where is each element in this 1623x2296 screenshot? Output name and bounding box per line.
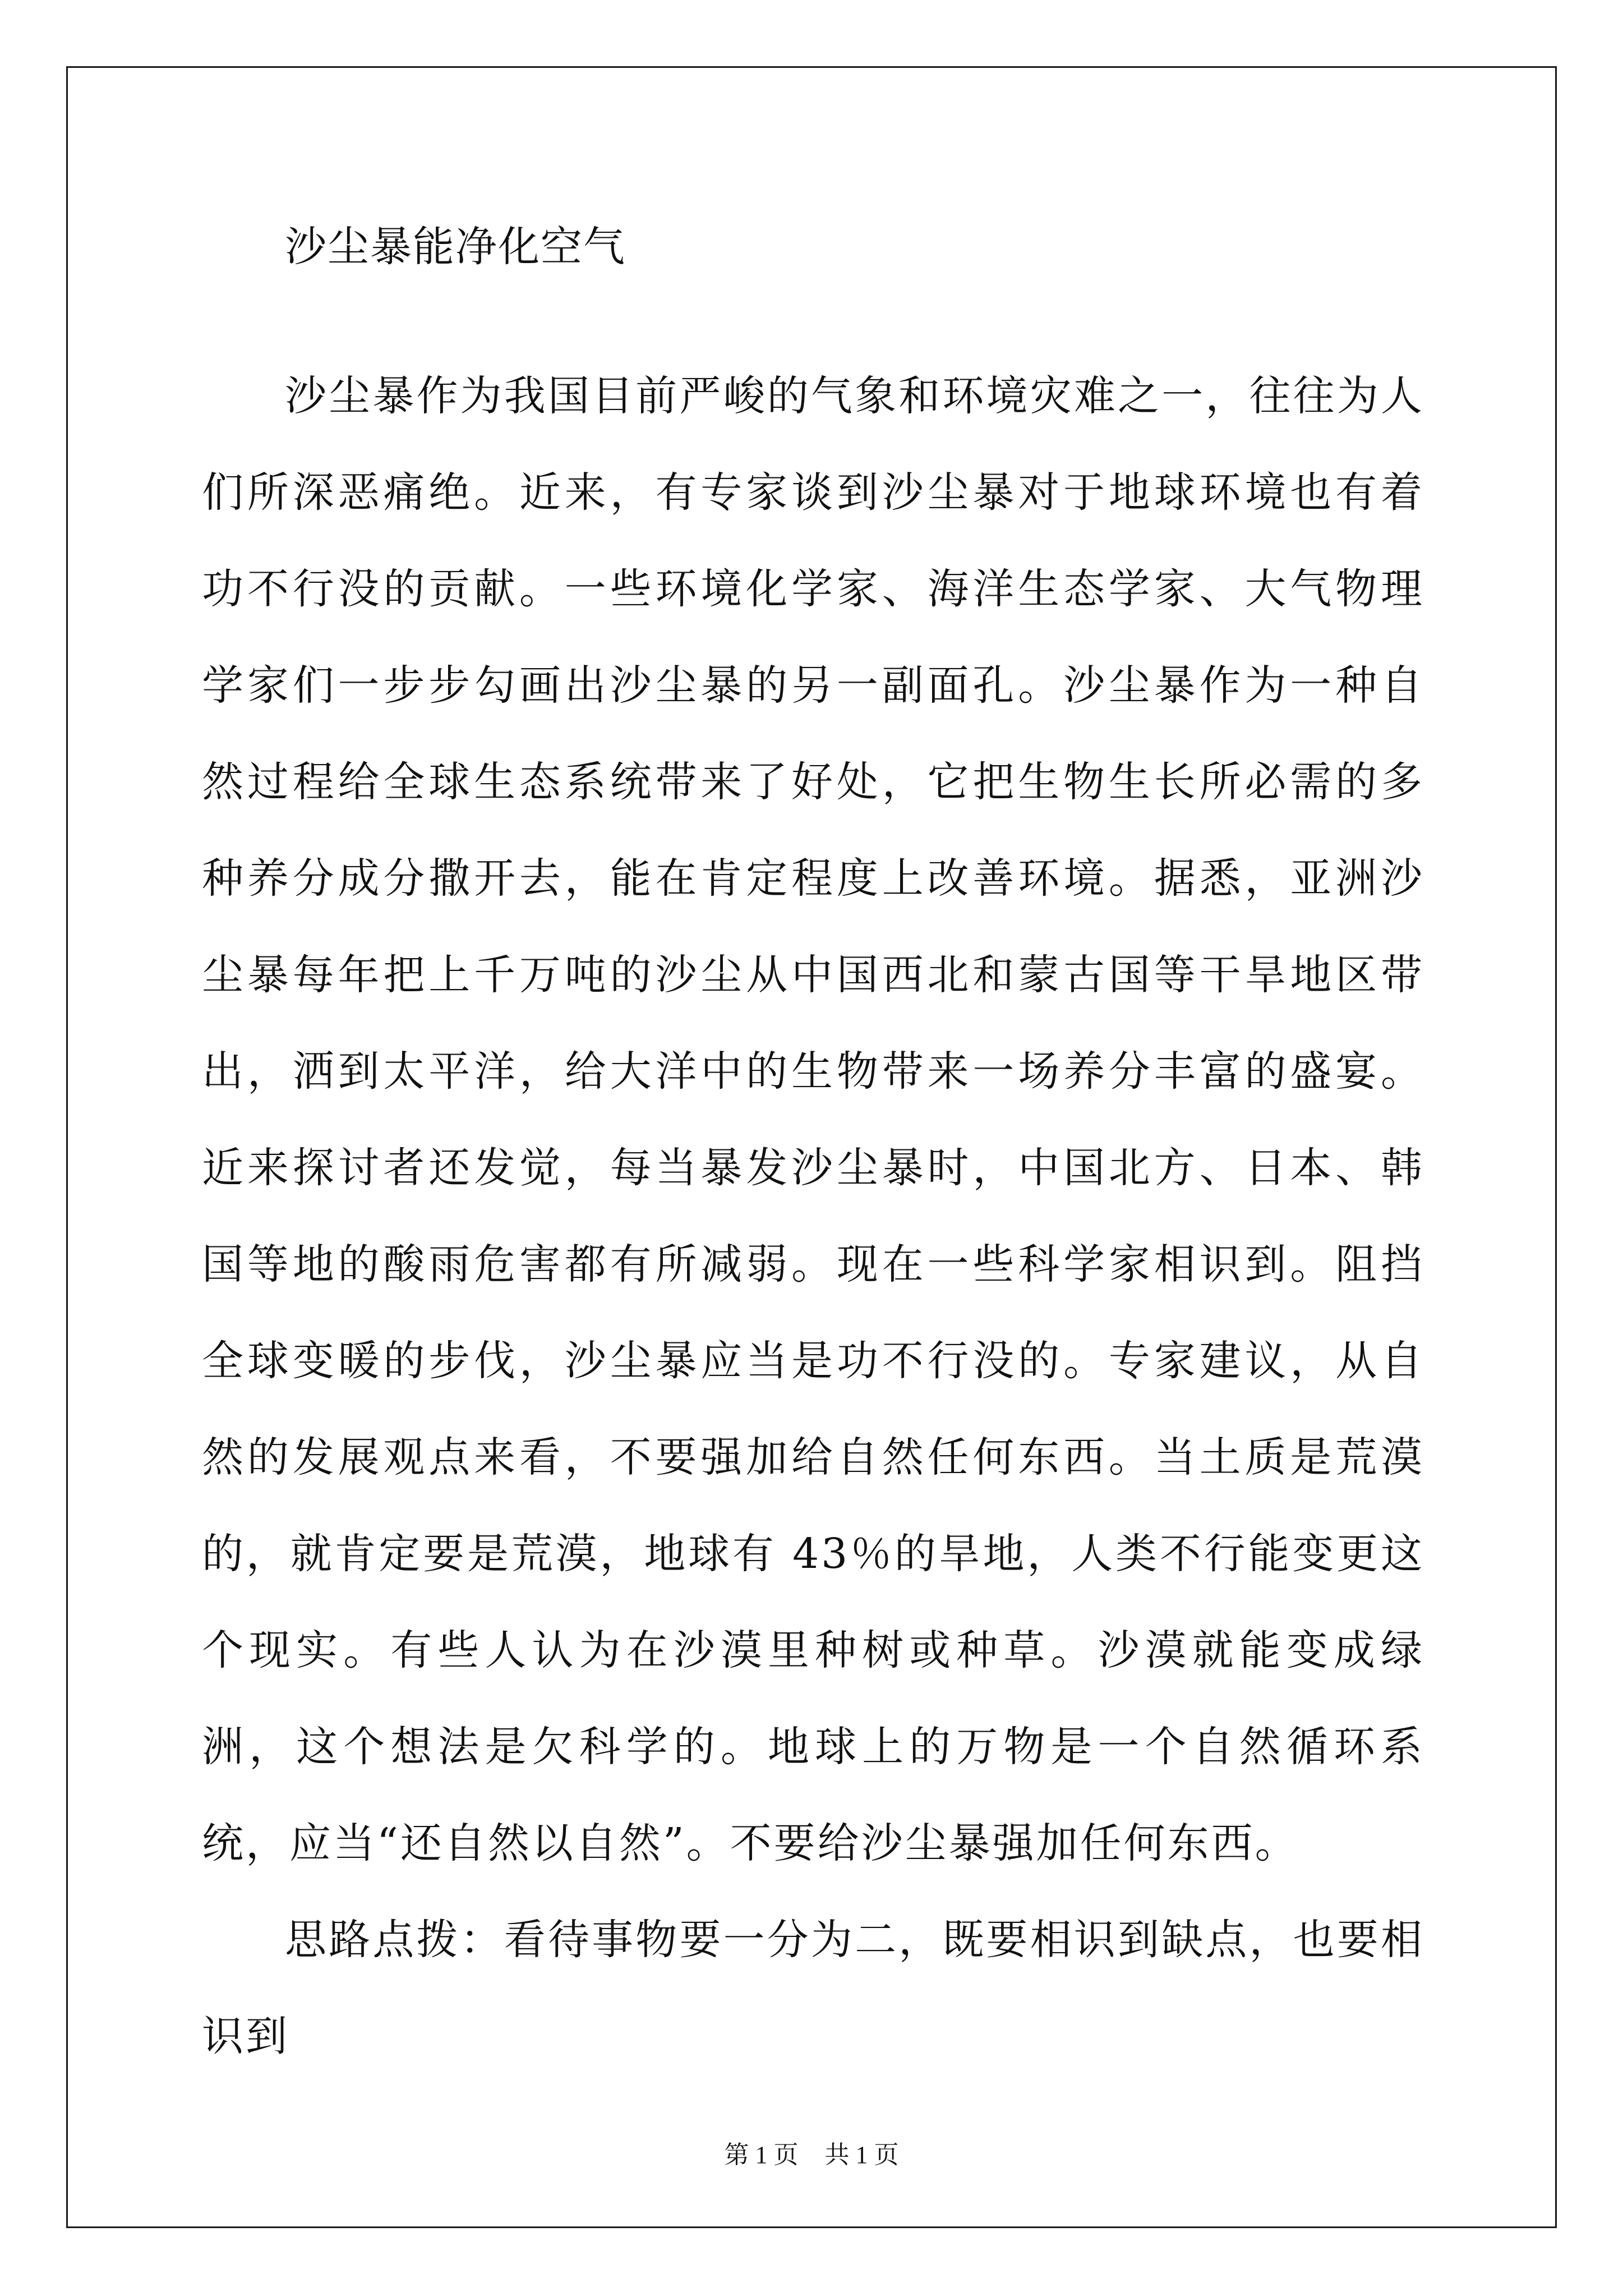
document-title: 沙尘暴能净化空气 <box>285 223 626 271</box>
page-number: 第 1 页 <box>724 2141 799 2169</box>
paragraph-main: 沙尘暴作为我国目前严峻的气象和环境灾难之一，往往为人们所深恶痛绝。近来，有专家谈到沙尘暴对于地球环境也有着功不行没的贡献。一些环境化学家、海洋生态学家、大气物理学家们一步步勾画出沙尘暴的另一副面孔。沙尘暴作为一种自然过程给全球生态系统带来了好处，它把生物生长所必需的多种养分成分撒开去，能在肯定程度上改善环境。据悉，亚洲沙尘暴每年把上千万吨的沙尘从中国西北和蒙古国等干旱地区带出，洒到太平洋，给大洋中的生物带来一场养分丰富的盛宴。近来探讨者还发觉，每当暴发沙尘暴时，中国北方、日本、韩国等地的酸雨危害都有所减弱。现在一些科学家相识到。阻挡全球变暖的步伐，沙尘暴应当是功不行没的。专家建议，从自然的发展观点来看，不要强加给自然任何东西。当土质是荒漠的，就肯定要是荒漠，地球有 43％的旱地，人类不行能变更这个现实。有些人认为在沙漠里种树或种草。沙漠就能变成绿洲，这个想法是欠科学的。地球上的万物是一个自然循环系统，应当“还自然以自然”。不要给沙尘暴强加任何东西。 <box>202 372 1424 1867</box>
page-total: 共 1 页 <box>824 2141 899 2169</box>
document-body <box>202 219 1424 2085</box>
paragraph-tip: 思路点拨：看待事物要一分为二，既要相识到缺点，也要相识到 <box>202 1916 1424 2060</box>
page-footer <box>0 2138 1623 2172</box>
